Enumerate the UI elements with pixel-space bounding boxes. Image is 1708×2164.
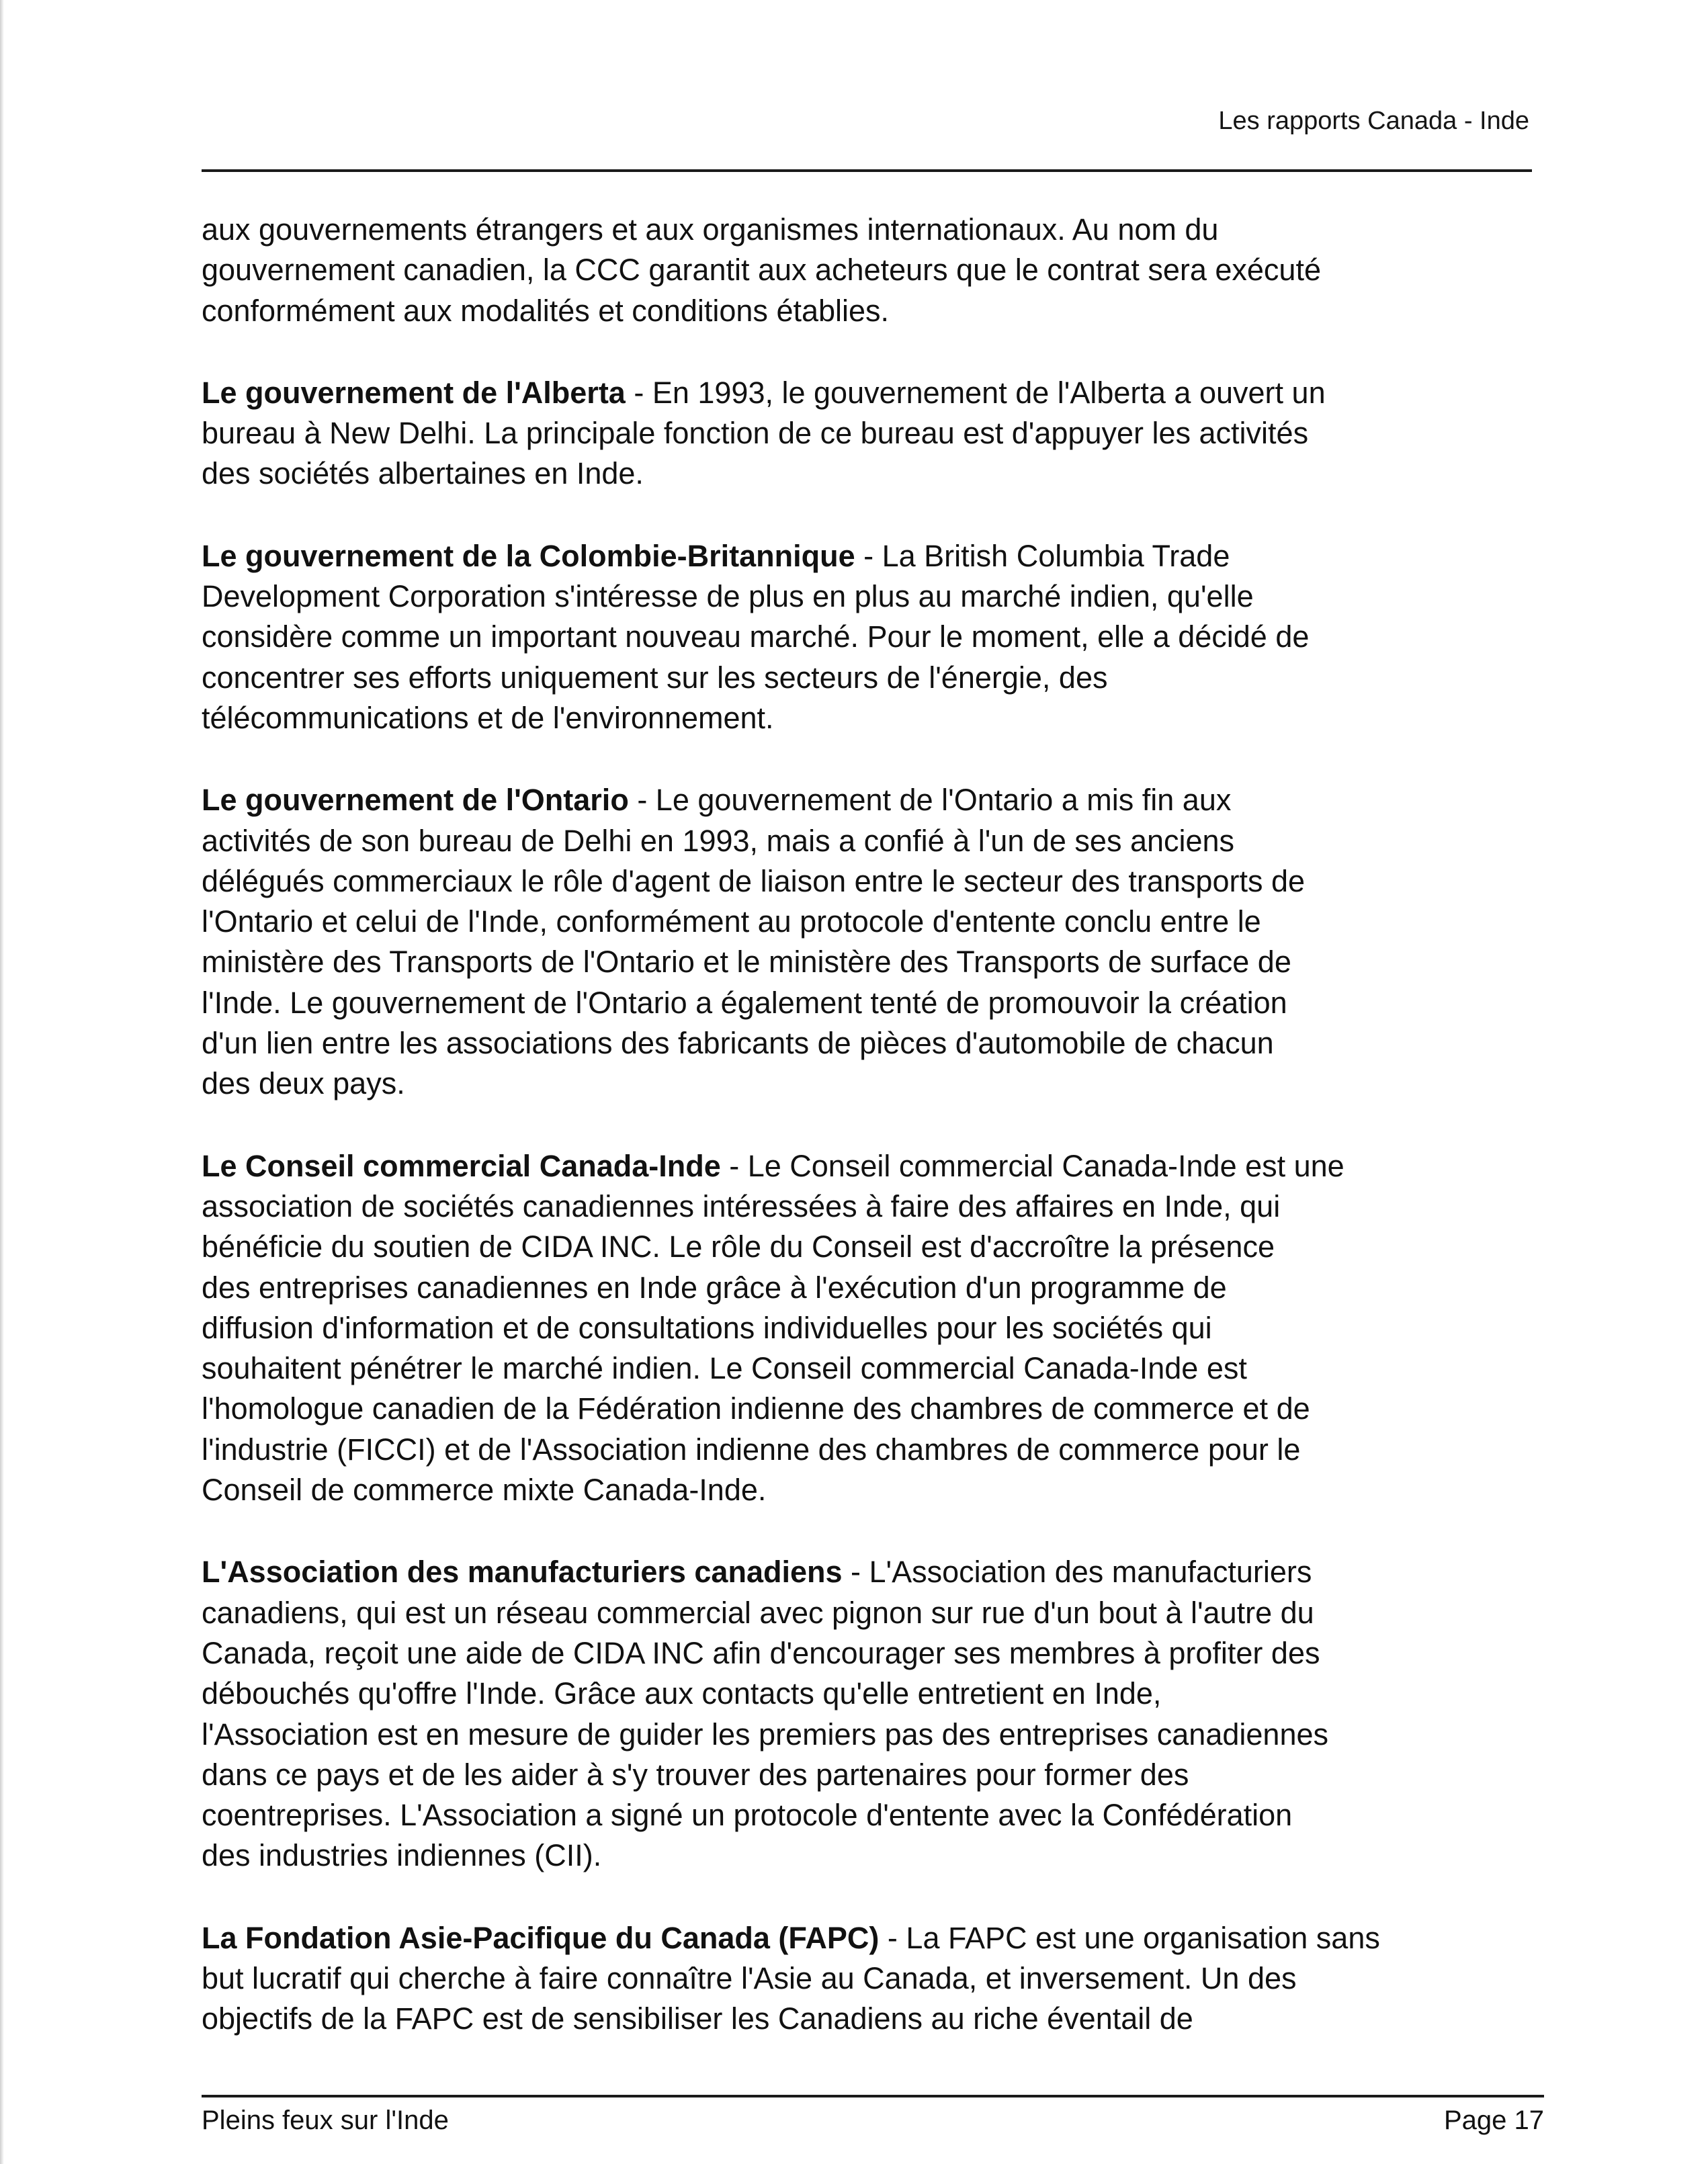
paragraph-manufacturiers xyxy=(202,1552,1544,1876)
paragraph-term: L'Association des manufacturiers canadiens xyxy=(202,1555,843,1590)
page-number: Page 17 xyxy=(1443,2106,1544,2135)
paragraph-alberta xyxy=(202,373,1544,494)
running-header: Les rapports Canada - Inde xyxy=(1218,107,1529,135)
paragraph-ontario xyxy=(202,780,1544,1104)
footer-rule xyxy=(202,2095,1544,2097)
paragraph-text: - En 1993, le gouvernement de l'Alberta a ouvert un bureau à New Delhi. La principale fonction de ce bureau est d'appuyer les activités des sociétés albertaines en Inde. xyxy=(202,375,1326,491)
paragraph-term: Le Conseil commercial Canada-Inde xyxy=(202,1148,721,1183)
header-rule xyxy=(202,169,1532,172)
paragraph-conseil-commercial xyxy=(202,1146,1544,1511)
paragraph-term: Le gouvernement de la Colombie-Britannique xyxy=(202,538,855,573)
scan-edge xyxy=(0,0,4,2164)
paragraph-text: - L'Association des manufacturiers canadiens, qui est un réseau commercial avec pignon sur rue d'un bout à l'autre du Canada, reçoit une aide de CIDA INC afin d'encourager ses membres à profiter des débouchés qu'offre l'Inde. Grâce aux contacts qu'elle entretient en Inde, l'Association est en mesure de guider les premiers pas des entreprises canadiennes dans ce pays et de les aider à s'y trouver des partenaires pour former des coentreprises. L'Association a signé un protocole d'entente avec la Confédération des industries indiennes (CII). xyxy=(202,1555,1328,1873)
paragraph-fapc xyxy=(202,1918,1544,2040)
paragraph-term: Le gouvernement de l'Alberta xyxy=(202,375,626,410)
paragraph-term: Le gouvernement de l'Ontario xyxy=(202,783,629,818)
paragraph-text: - Le gouvernement de l'Ontario a mis fin aux activités de son bureau de Delhi en 1993, mais a confié à l'un de ses anciens délégués commerciaux le rôle d'agent de liaison entre le secteur des transports de l'Ontario et celui de l'Inde, conformément au protocole d'entente conclu entre le ministère des Transports de l'Ontario et le ministère des Transports de surface de l'Inde. Le gouvernement de l'Ontario a également tenté de promouvoir la création d'un lien entre les associations des fabricants de pièces d'automobile de chacun des deux pays. xyxy=(202,783,1306,1101)
paragraph-ccc-continued xyxy=(202,210,1544,331)
paragraph-text: - La British Columbia Trade Development Corporation s'intéresse de plus en plus au marché indien, qu'elle considère comme un important nouveau marché. Pour le moment, elle a décidé de concentrer ses efforts uniquement sur les secteurs de l'énergie, des télécommunications et de l'environnement. xyxy=(202,538,1310,735)
footer-publication-title: Pleins feux sur l'Inde xyxy=(202,2106,449,2135)
paragraph-text: aux gouvernements étrangers et aux organismes internationaux. Au nom du gouvernement canadien, la CCC garantit aux acheteurs que le contrat sera exécuté conformément aux modalités et conditions établies. xyxy=(202,212,1321,328)
paragraph-text: - La FAPC est une organisation sans but lucratif qui cherche à faire connaître l'Asie au Canada, et inversement. Un des objectifs de la FAPC est de sensibiliser les Canadiens au riche éventail de xyxy=(202,1920,1380,2036)
paragraph-term: La Fondation Asie-Pacifique du Canada (FAPC) xyxy=(202,1920,880,1955)
paragraph-colombie-britannique xyxy=(202,536,1544,738)
body-text xyxy=(202,210,1544,2081)
paragraph-text: - Le Conseil commercial Canada-Inde est une association de sociétés canadiennes intéressées à faire des affaires en Inde, qui bénéficie du soutien de CIDA INC. Le rôle du Conseil est d'accroître la présence des entreprises canadiennes en Inde grâce à l'exécution d'un programme de diffusion d'information et de consultations individuelles pour les sociétés qui souhaitent pénétrer le marché indien. Le Conseil commercial Canada-Inde est l'homologue canadien de la Fédération indienne des chambres de commerce et de l'industrie (FICCI) et de l'Association indienne des chambres de commerce pour le Conseil de commerce mixte Canada-Inde. xyxy=(202,1148,1344,1508)
